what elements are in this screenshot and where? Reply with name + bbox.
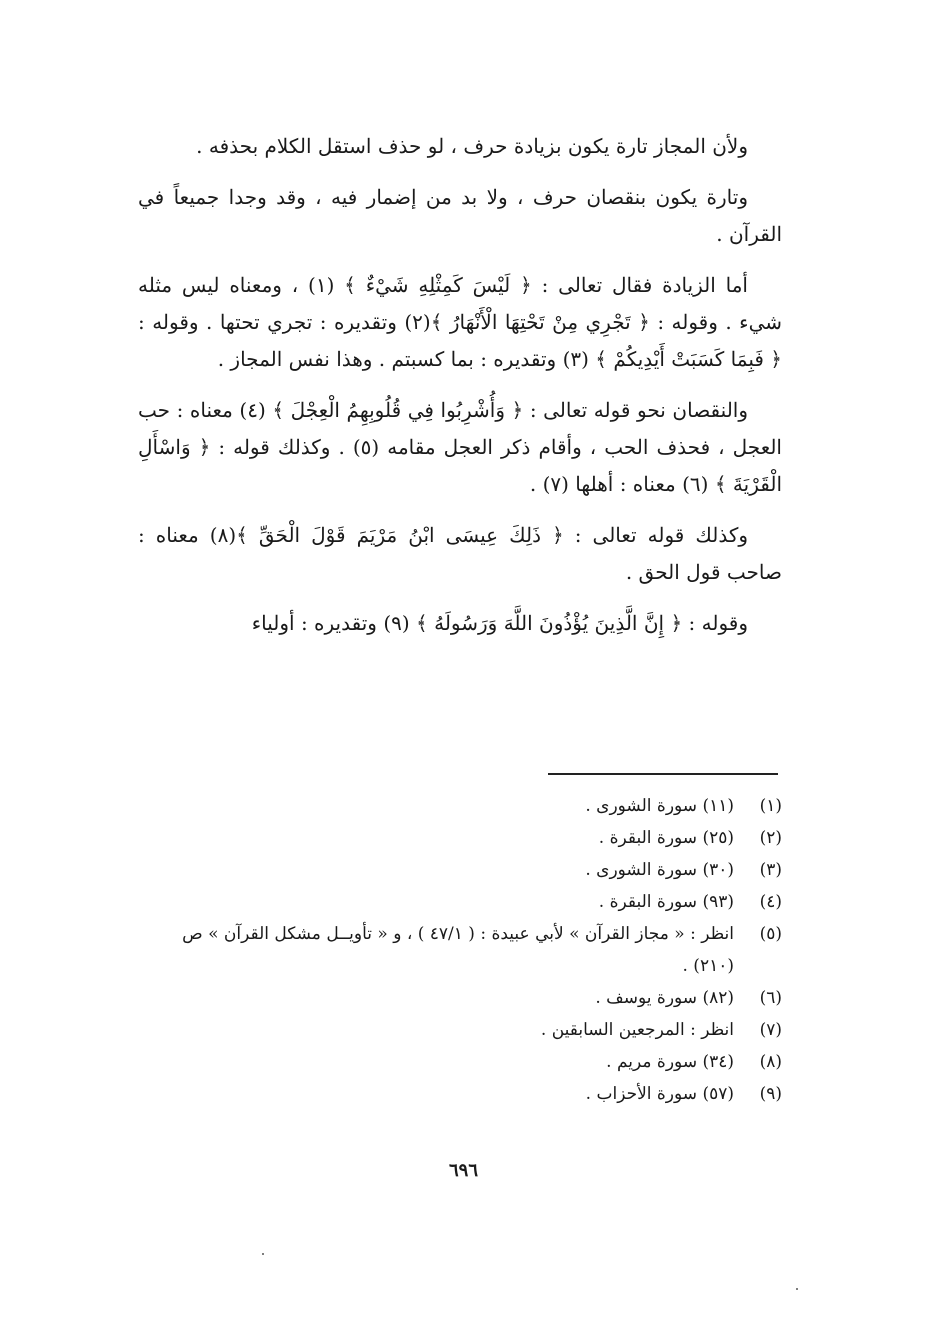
scan-speck [262, 1253, 264, 1255]
footnote-9 [138, 1078, 782, 1110]
footnote-number: (٤) [759, 892, 782, 912]
footnote-text: (٩٣) سورة البقرة . [598, 892, 734, 912]
footnote-4 [138, 886, 782, 918]
footnote-6 [138, 982, 782, 1014]
footnote-number: (٢) [759, 828, 782, 848]
footnote-text: (١١) سورة الشورى . [585, 796, 734, 816]
paragraph-4: والنقصان نحو قوله تعالى : ﴿ وَأُشْرِبُوا فِي قُلُوبِهِمُ الْعِجْلَ ﴾ (٤) معناه : حب العجل ، فحذف الحب ، وأقام ذكر العجل مقامه (٥) . وكذلك قوله : ﴿ وَاسْأَلِ الْقَرْيَةَ ﴾ (٦) معناه : أهلها (٧) . [138, 398, 782, 496]
footnote-number: (١) [759, 796, 782, 816]
footnotes-list [138, 790, 782, 1110]
footnote-5 [138, 918, 782, 982]
main-text [138, 128, 782, 656]
footnote-number: (٨) [759, 1052, 782, 1072]
paragraph-3: أما الزيادة فقال تعالى : ﴿ لَيْسَ كَمِثْلِهِ شَيْءٌ ﴾ (١) ، ومعناه ليس مثله شيء . وقوله : ﴿ تَجْرِي مِنْ تَحْتِهَا الْأَنْهَارُ ﴾(٢) وتقديره : تجري تحتها . وقوله : ﴿ فَبِمَا كَسَبَتْ أَيْدِيكُمْ ﴾ (٣) وتقديره : بما كسبتم . وهذا نفس المجاز . [138, 273, 782, 371]
footnote-number: (٥) [759, 924, 782, 944]
footnote-text: (٥٧) سورة الأحزاب . [585, 1084, 734, 1104]
paragraph-6: وقوله : ﴿ إِنَّ الَّذِينَ يُؤْذُونَ اللَّهَ وَرَسُولَهُ ﴾ (٩) وتقديره : أولياء [251, 611, 748, 635]
footnote-number: (٩) [759, 1084, 782, 1104]
paragraph-2: وتارة يكون بنقصان حرف ، ولا بد من إضمار فيه ، وقد وجدا جميعاً في القرآن . [138, 185, 782, 246]
footnote-1 [138, 790, 782, 822]
footnote-text: (٢٥) سورة البقرة . [598, 828, 734, 848]
footnote-2 [138, 822, 782, 854]
footnote-7 [138, 1014, 782, 1046]
footnote-text: (٣٠) سورة الشورى . [585, 860, 734, 880]
footnote-number: (٦) [759, 988, 782, 1008]
paragraph-5: وكذلك قوله تعالى : ﴿ ذَلِكَ عِيسَى ابْنُ مَرْيَمَ قَوْلَ الْحَقِّ ﴾(٨) معناه : صاحب قول الحق . [138, 523, 782, 584]
footnote-text: انظر : المرجعين السابقين . [540, 1020, 734, 1040]
scan-speck [796, 1288, 798, 1290]
footnote-8 [138, 1046, 782, 1078]
footnote-text: (٨٢) سورة يوسف . [595, 988, 734, 1008]
footnote-separator [548, 773, 778, 775]
paragraph-1: ولأن المجاز تارة يكون بزيادة حرف ، لو حذف استقل الكلام بحذفه . [196, 134, 748, 158]
footnote-3 [138, 854, 782, 886]
footnote-number: (٣) [759, 860, 782, 880]
footnote-number: (٧) [759, 1020, 782, 1040]
footnote-text: (٣٤) سورة مريم . [606, 1052, 734, 1072]
footnote-text: انظر : « مجاز القرآن » لأبي عبيدة : ( ٤٧/١ ) ، و « تأويــل مشكل القرآن » ص (٢١٠) . [182, 924, 734, 976]
page-number: ٦٩٦ [448, 1160, 478, 1181]
